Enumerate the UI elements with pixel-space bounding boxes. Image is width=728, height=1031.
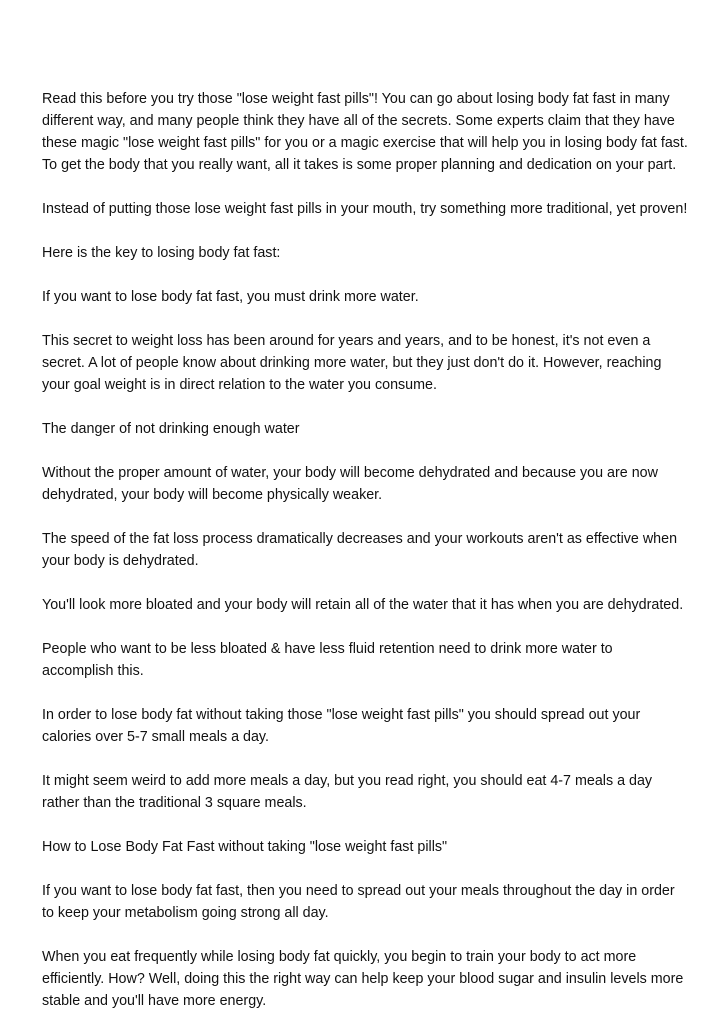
paragraph-small-meals: In order to lose body fat without taking those "lose weight fast pills" you should spread out your calories over 5-7 small meals a day. bbox=[42, 707, 641, 745]
paragraph-drink-water: If you want to lose body fat fast, you must drink more water. bbox=[42, 289, 419, 305]
paragraph-bloated: You'll look more bloated and your body will retain all of the water that it has when you are dehydrated. bbox=[42, 597, 684, 613]
paragraph-fluid-retention: People who want to be less bloated & have less fluid retention need to drink more water to accomplish this. bbox=[42, 641, 613, 679]
subheading-how-to: How to Lose Body Fat Fast without taking "lose weight fast pills" bbox=[42, 839, 448, 855]
paragraph-secret: This secret to weight loss has been around for years and years, and to be honest, it's not even a secret. A lot of people know about drinking more water, but they just don't do it. However, reaching your goal weight is in direct relation to the water you consume. bbox=[42, 333, 662, 393]
paragraph-dehydrated: Without the proper amount of water, your body will become dehydrated and because you are now dehydrated, your body will become physically weaker. bbox=[42, 465, 658, 503]
paragraph-eat-frequently: When you eat frequently while losing body fat quickly, you begin to train your body to act more efficiently. How? Well, doing this the right way can help keep your blood sugar and insulin levels more stable and you'll have more energy. bbox=[42, 949, 684, 1009]
paragraph-intro: Read this before you try those "lose weight fast pills"! You can go about losing body fat fast in many different way, and many people think they have all of the secrets. Some experts claim that they have these magic "lose weight fast pills" for you or a magic exercise that will help you in losing body fat fast. To get the body that you really want, all it takes is some proper planning and dedication on your part. bbox=[42, 91, 688, 173]
paragraph-spread-meals: If you want to lose body fat fast, then you need to spread out your meals throughout the day in order to keep your metabolism going strong all day. bbox=[42, 883, 675, 921]
subheading-danger: The danger of not drinking enough water bbox=[42, 421, 300, 437]
paragraph-more-meals: It might seem weird to add more meals a day, but you read right, you should eat 4-7 meals a day rather than the traditional 3 square meals. bbox=[42, 773, 653, 811]
paragraph-instead: Instead of putting those lose weight fast pills in your mouth, try something more traditional, yet proven! bbox=[42, 201, 688, 217]
paragraph-key: Here is the key to losing body fat fast: bbox=[42, 245, 281, 261]
paragraph-speed: The speed of the fat loss process dramatically decreases and your workouts aren't as effective when your body is dehydrated. bbox=[42, 531, 678, 569]
document-body bbox=[42, 88, 688, 1012]
